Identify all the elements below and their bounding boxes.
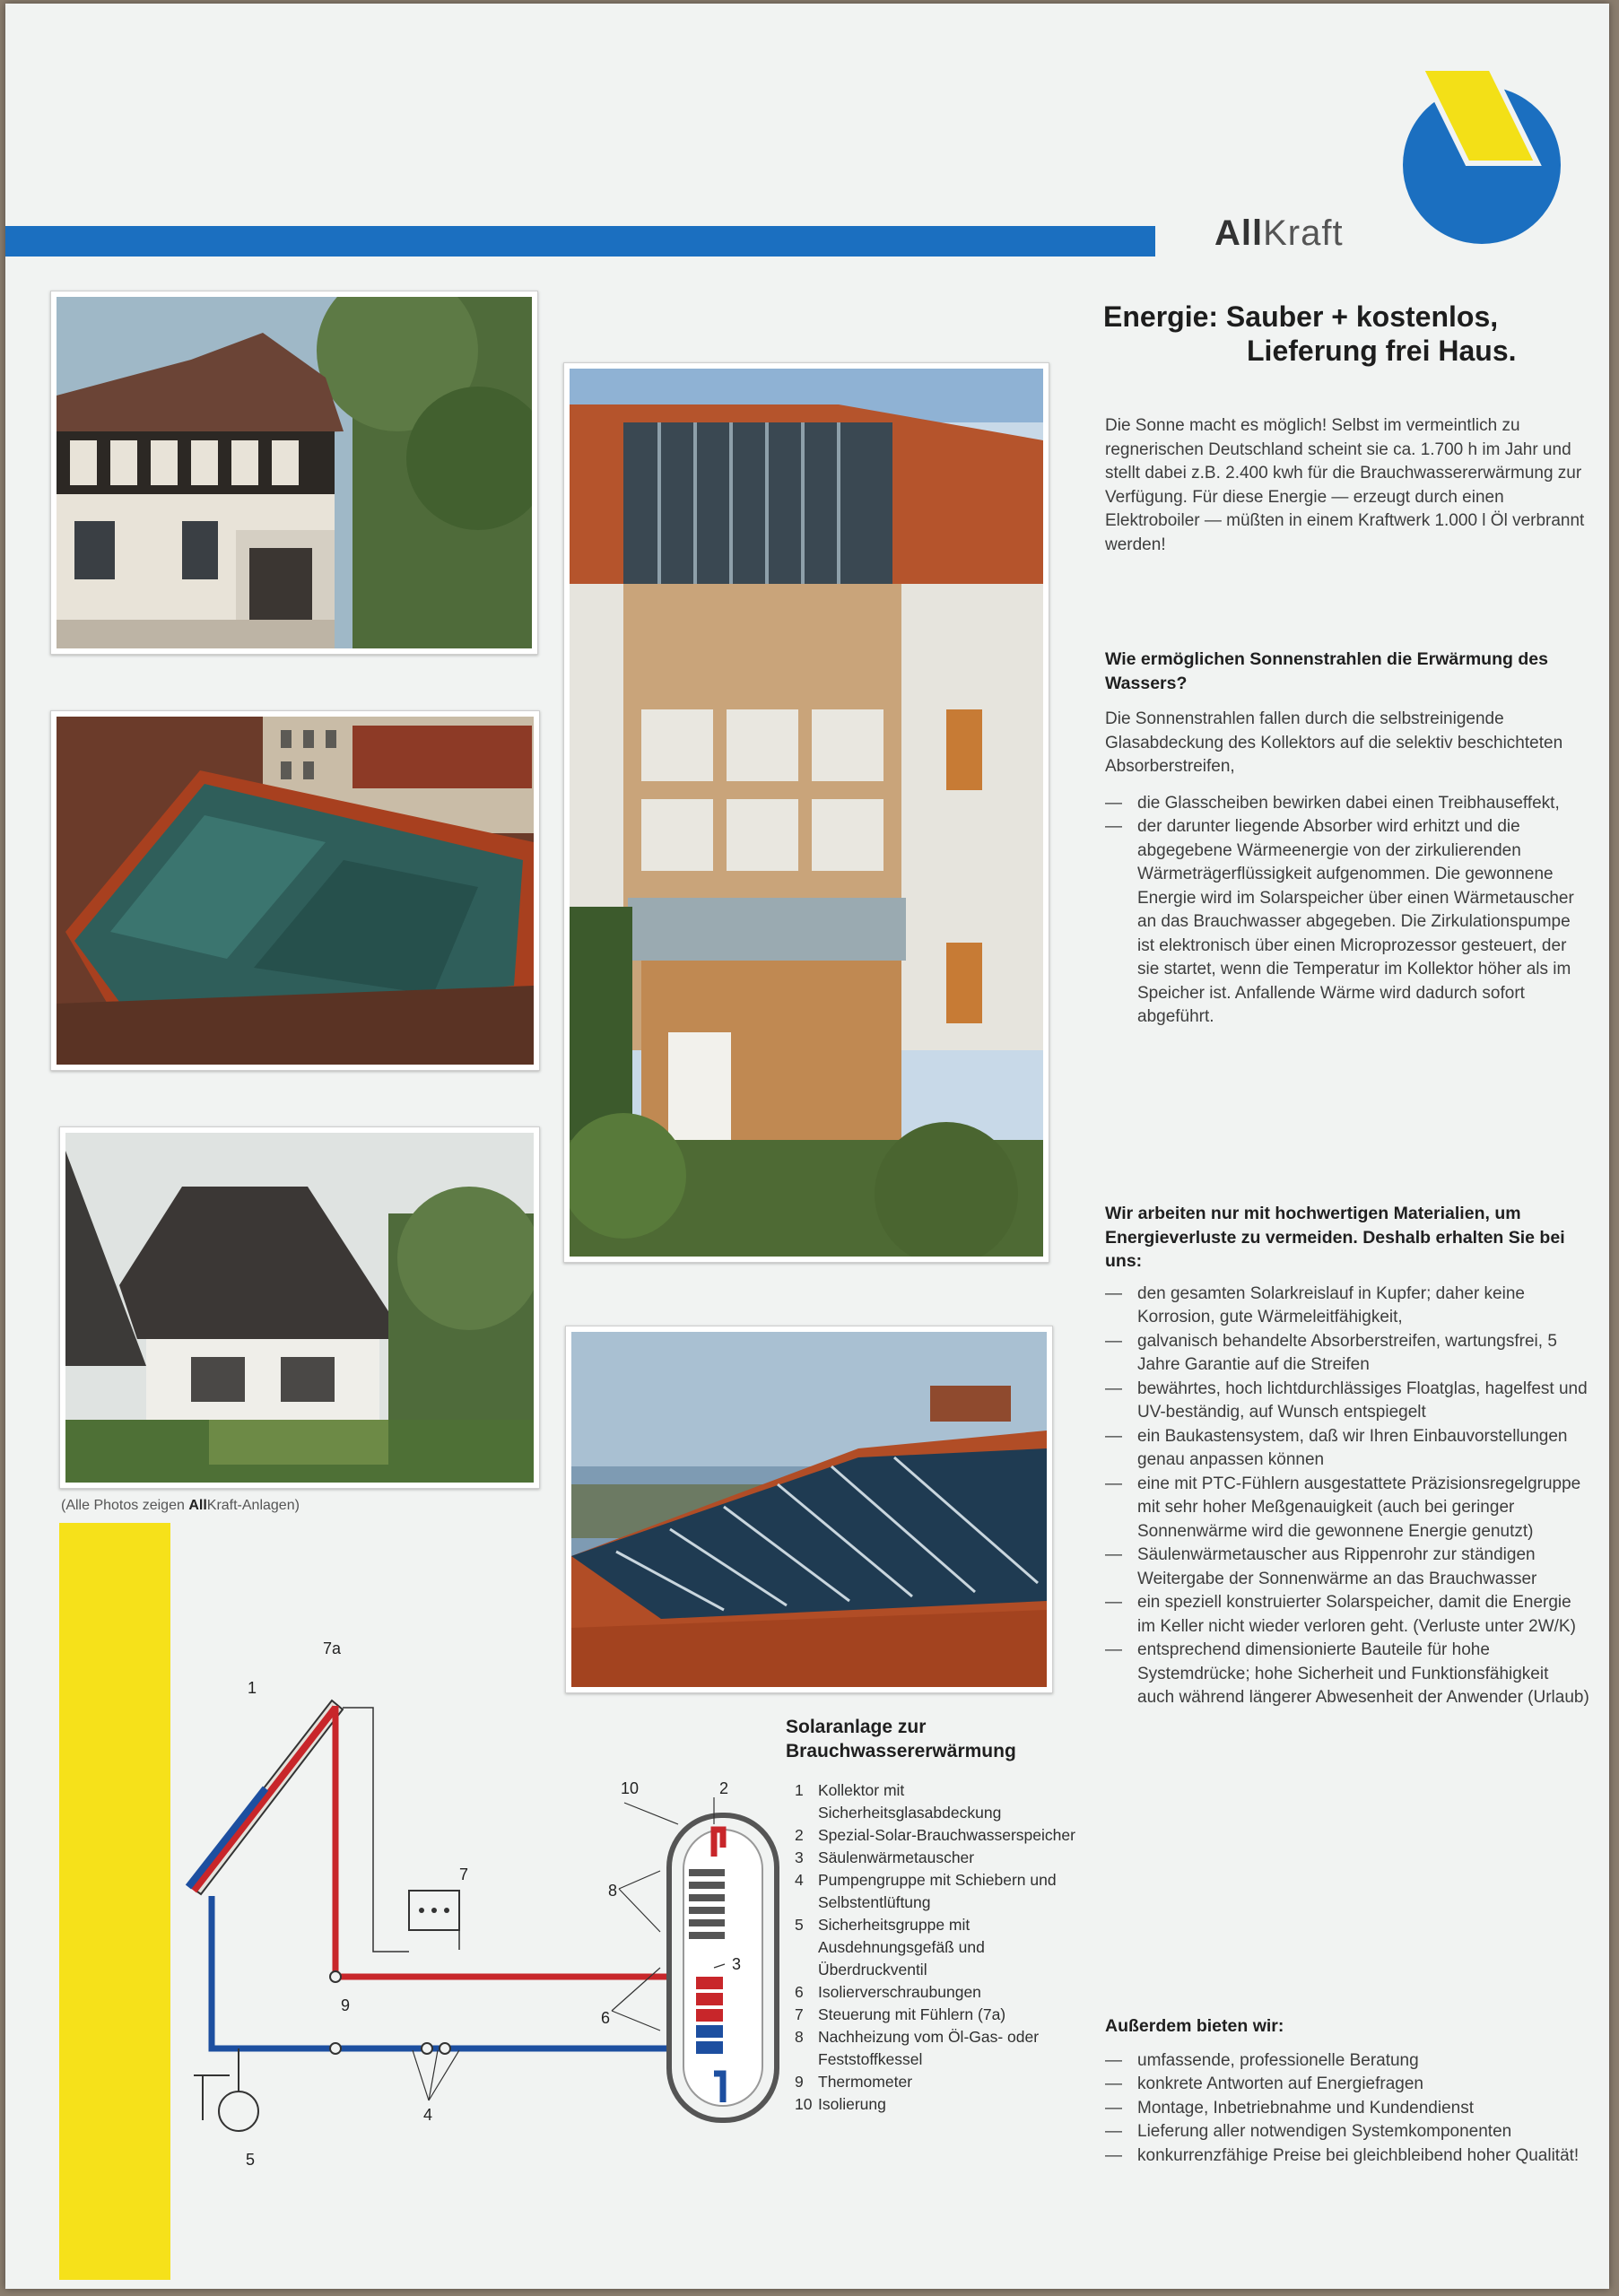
legend-num: 4 xyxy=(795,1871,804,1889)
legend-item xyxy=(795,2093,1082,2116)
intro-text: Die Sonne macht es möglich! Selbst im vermeintlich zu regnerischen Deutschland scheint sie ca. 1.700 h im Jahr und stellt dabei z.B. 2.400 kwh für die Brauchwassererwärmung zur Verfügung. Für diese Energie — erzeugt durch einen Elektroboiler — müßten in einem Kraftwerk 1.000 l Öl verbrannt werden! xyxy=(1105,416,1585,554)
list-item: — galvanisch behandelte Absorberstreifen, wartungsfrei, 5 Jahre Garantie auf die Streifen xyxy=(1105,1330,1589,1378)
roof-collectors-image xyxy=(571,1332,1047,1687)
headline-line1: Energie: Sauber + kostenlos, xyxy=(1103,300,1499,333)
list-item: — der darunter liegende Absorber wird erhitzt und die abgegebene Wärmeenergie von der zirkulierenden Wärmeträgerflüssigkeit aufgenommen. Die gewonnene Energie wird im Solarspeicher über einen Wärmetauscher an das Brauchwasser abgegeben. Die Zirkulationspumpe ist elektronisch über einen Microprozessor gesteuert, der sie startet, wenn die Temperatur im Kollektor höher als im Speicher ist. Anfallende Wärme wird dadurch sofort abgeführt. xyxy=(1105,815,1589,1030)
house-image xyxy=(57,297,532,648)
diagram-label-1: 1 xyxy=(248,1679,257,1697)
section-how-heading: Wie ermöglichen Sonnenstrahlen die Erwärmung des Wassers? xyxy=(1105,649,1548,693)
legend-text: Sicherheitsgruppe mit Ausdehnungsgefäß und Überdruckventil xyxy=(818,1916,985,1979)
header-blue-band xyxy=(5,226,1155,257)
list-item: — die Glasscheiben bewirken dabei einen Treibhauseffekt, xyxy=(1105,792,1589,816)
photo-timbered-house xyxy=(50,291,538,655)
diagram-label-3: 3 xyxy=(732,1955,742,1973)
tall-house-image xyxy=(570,369,1043,1257)
brand-name-bold: All xyxy=(1214,213,1264,253)
headline xyxy=(1103,300,1570,368)
headline-line2: Lieferung frei Haus. xyxy=(1247,335,1517,367)
photo-collector-closeup xyxy=(50,710,540,1071)
legend-num: 6 xyxy=(795,1983,804,2001)
diagram-label-6: 6 xyxy=(601,2009,611,2027)
diagram-label-4: 4 xyxy=(423,2106,433,2124)
solar-system-diagram xyxy=(176,1636,786,2192)
legend-text: Steuerung mit Fühlern (7a) xyxy=(818,2005,1006,2023)
brochure-page xyxy=(5,4,1609,2289)
photo-tall-house xyxy=(563,362,1049,1263)
section-materials xyxy=(1105,1202,1589,1710)
legend-text: Isolierung xyxy=(818,2095,886,2113)
legend-item xyxy=(795,1981,1082,2004)
yellow-accent-bar xyxy=(59,1523,170,2280)
legend-item xyxy=(795,1847,1082,1869)
legend-item xyxy=(795,1914,1082,1981)
list-item: — entsprechend dimensionierte Bauteile für hohe Systemdrücke; hohe Sicherheit und Funktionsfähigkeit auch während längerer Abwesenheit der Anwender (Urlaub) xyxy=(1105,1639,1589,1710)
list-item: — bewährtes, hoch lichtdurchlässiges Floatglas, hagelfest und UV-beständig, auf Wunsch entspiegelt xyxy=(1105,1378,1589,1425)
houses-image xyxy=(65,1133,534,1483)
section-offer xyxy=(1105,2014,1589,2168)
legend-text: Isolierverschraubungen xyxy=(818,1983,981,2001)
diagram-label-7: 7 xyxy=(459,1866,469,1883)
legend-item xyxy=(795,1869,1082,1914)
legend-item xyxy=(795,2071,1082,2093)
legend-title: Solaranlage zur Brauchwassererwärmung xyxy=(786,1717,1016,1761)
legend-num: 9 xyxy=(795,2073,804,2091)
legend-num: 7 xyxy=(795,2005,804,2023)
diagram-label-5: 5 xyxy=(246,2151,256,2169)
list-item: — konkurrenzfähige Preise bei gleichbleibend hoher Qualität! xyxy=(1105,2144,1589,2169)
legend-text: Nachheizung vom Öl-Gas- oder Feststoffkessel xyxy=(818,2028,1040,2068)
list-item: — ein speziell konstruierter Solarspeicher, damit die Energie im Keller nicht wieder verloren geht. (Verluste unter 2W/K) xyxy=(1105,1591,1589,1639)
legend-num: 8 xyxy=(795,2028,804,2046)
collector-closeup-image xyxy=(57,717,534,1065)
legend-text: Säulenwärmetauscher xyxy=(818,1848,975,1866)
photo-caption xyxy=(61,1498,300,1514)
caption-bold: All xyxy=(188,1498,207,1513)
legend-num: 5 xyxy=(795,1916,804,1934)
diagram-label-8: 8 xyxy=(608,1882,618,1900)
section-offer-heading: Außerdem bieten wir: xyxy=(1105,2016,1284,2036)
list-item: — Lieferung aller notwendigen Systemkomponenten xyxy=(1105,2120,1589,2144)
legend-list xyxy=(795,1779,1082,2116)
section-how xyxy=(1105,648,1589,1030)
legend-num: 1 xyxy=(795,1781,804,1799)
list-item: — eine mit PTC-Fühlern ausgestattete Präzisionsregelgruppe mit sehr hoher Meßgenauigkeit (auch bei geringer Sonnenwärme wird die gewonnene Energie genutzt) xyxy=(1105,1473,1589,1544)
section-how-lead: Die Sonnenstrahlen fallen durch die selbstreinigende Glasabdeckung des Kollektors auf die selektiv beschichteten Absorberstreifen, xyxy=(1105,709,1563,776)
allkraft-logo-icon xyxy=(1392,66,1562,255)
legend-item xyxy=(795,2004,1082,2026)
photo-houses xyxy=(59,1126,540,1489)
section-materials-list xyxy=(1105,1283,1589,1710)
legend-text: Thermometer xyxy=(818,2073,913,2091)
legend-item xyxy=(795,1779,1082,1824)
brand-wordmark xyxy=(1214,213,1344,254)
list-item: — Montage, Inbetriebnahme und Kundendienst xyxy=(1105,2097,1589,2121)
diagram-label-10: 10 xyxy=(621,1779,640,1797)
list-item: — umfassende, professionelle Beratung xyxy=(1105,2049,1589,2074)
list-item: — den gesamten Solarkreislauf in Kupfer; daher keine Korrosion, gute Wärmeleitfähigkeit, xyxy=(1105,1283,1589,1330)
list-item: — konkrete Antworten auf Energiefragen xyxy=(1105,2073,1589,2097)
legend-num: 2 xyxy=(795,1826,804,1844)
legend-text: Pumpengruppe mit Schiebern und Selbstentlüftung xyxy=(818,1871,1057,1911)
legend-num: 10 xyxy=(795,2095,813,2113)
legend-text: Spezial-Solar-Brauchwasserspeicher xyxy=(818,1826,1075,1844)
diagram-label-2: 2 xyxy=(719,1779,729,1797)
section-offer-list xyxy=(1105,2049,1589,2169)
legend-text: Kollektor mit Sicherheitsglasabdeckung xyxy=(818,1781,1002,1822)
list-item: — ein Baukastensystem, daß wir Ihren Einbauvorstellungen genau anpassen können xyxy=(1105,1425,1589,1473)
list-item: — Säulenwärmetauscher aus Rippenrohr zur ständigen Weitergabe der Sonnenwärme an das Brauchwasser xyxy=(1105,1544,1589,1591)
legend-item xyxy=(795,2026,1082,2071)
diagram-label-7a: 7a xyxy=(323,1639,342,1657)
intro-paragraph xyxy=(1105,414,1589,557)
caption-post: Kraft-Anlagen) xyxy=(206,1498,300,1513)
section-materials-heading: Wir arbeiten nur mit hochwertigen Materialien, um Energieverluste zu vermeiden. Deshalb erhalten Sie bei uns: xyxy=(1105,1204,1565,1271)
section-how-list xyxy=(1105,792,1589,1030)
diagram-label-9: 9 xyxy=(341,1996,351,2014)
brand-name-regular: Kraft xyxy=(1263,213,1344,253)
legend-num: 3 xyxy=(795,1848,804,1866)
caption-pre: (Alle Photos zeigen xyxy=(61,1498,189,1513)
legend-item xyxy=(795,1824,1082,1847)
